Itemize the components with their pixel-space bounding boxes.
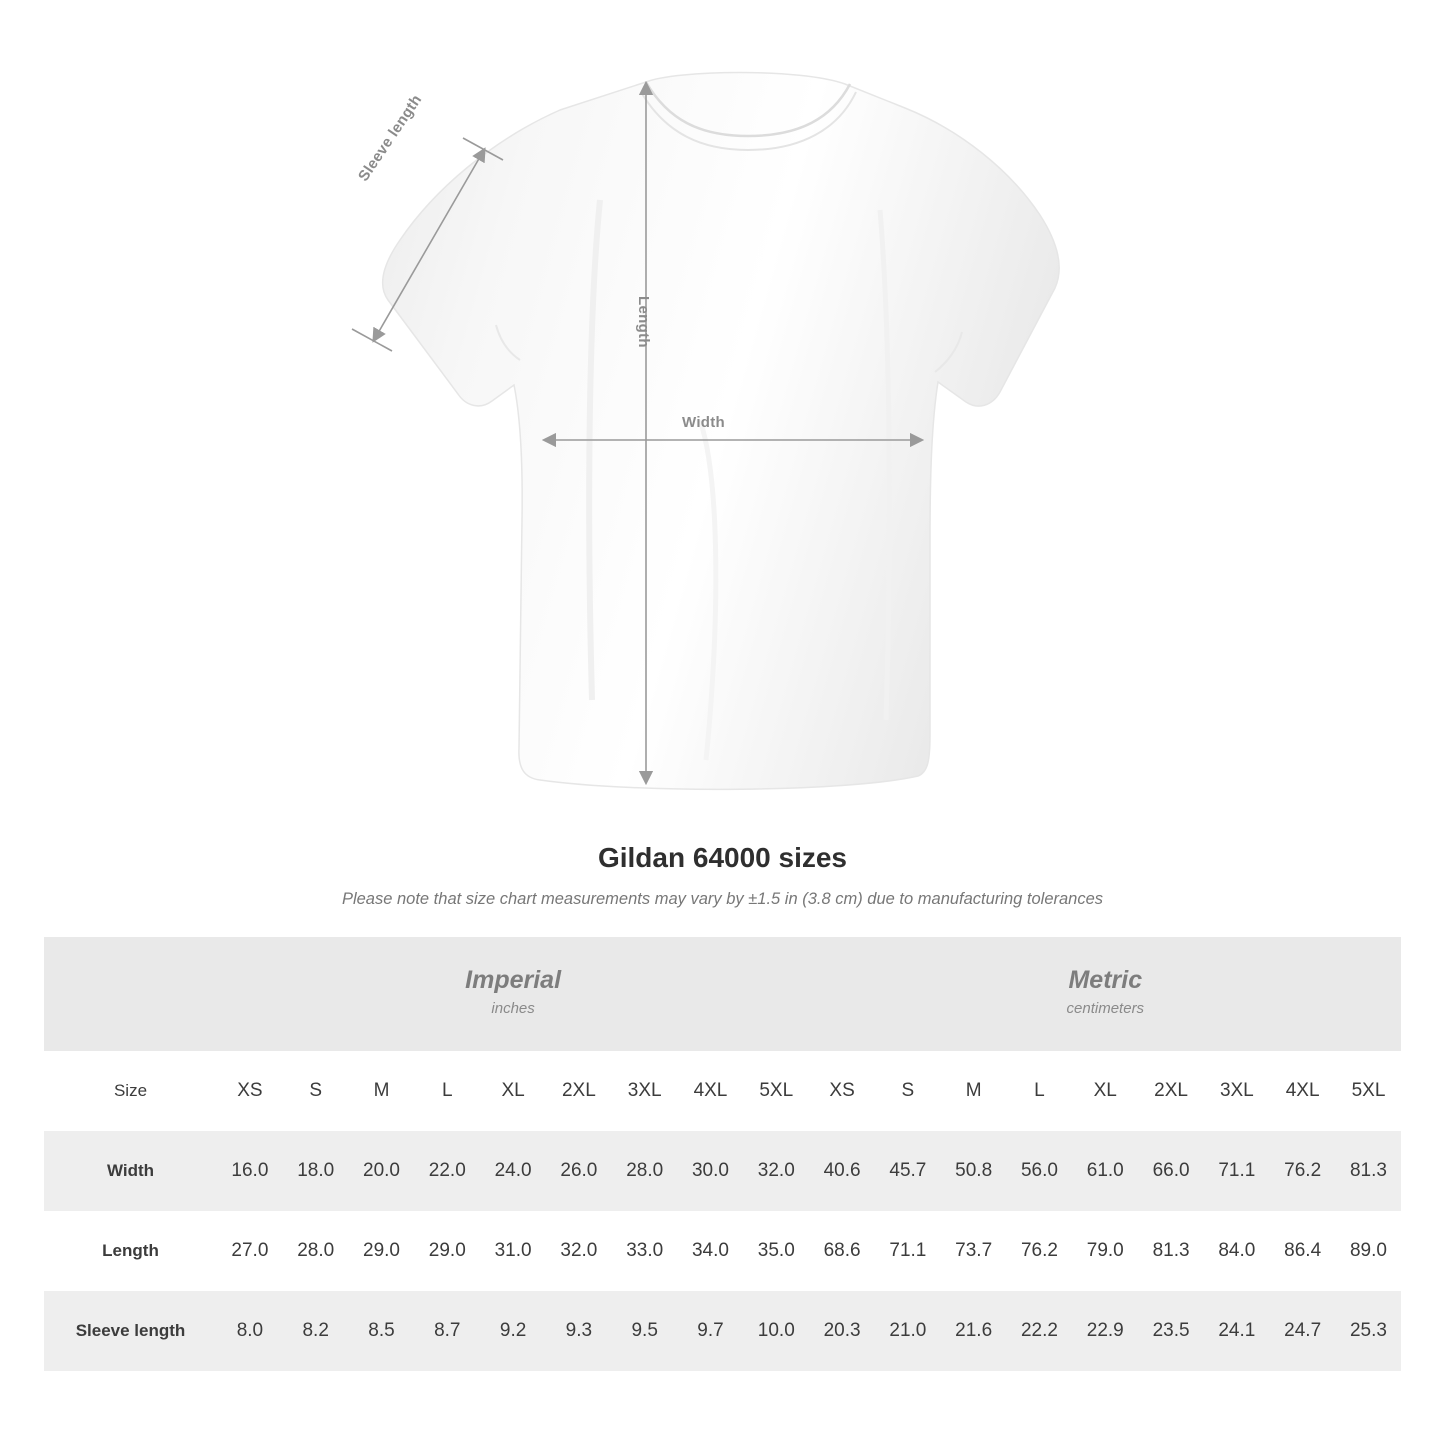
size-header-row — [44, 1051, 1401, 1131]
table-cell: 23.5 — [1138, 1291, 1204, 1371]
table-cell: 35.0 — [743, 1211, 809, 1291]
size-header-cell: 3XL — [1204, 1051, 1270, 1131]
table-cell: 20.3 — [809, 1291, 875, 1371]
table-cell: 24.1 — [1204, 1291, 1270, 1371]
table-cell: 16.0 — [217, 1131, 283, 1211]
table-cell: 20.0 — [349, 1131, 415, 1211]
table-cell: 8.0 — [217, 1291, 283, 1371]
tolerance-note: Please note that size chart measurements may vary by ±1.5 in (3.8 cm) due to manufacturing tolerances — [341, 890, 1104, 908]
table-cell: 32.0 — [546, 1211, 612, 1291]
row-label: Length — [44, 1211, 217, 1291]
table-cell: 71.1 — [1204, 1131, 1270, 1211]
imperial-name: Imperial — [465, 966, 562, 995]
table-cell: 22.9 — [1072, 1291, 1138, 1371]
size-header-cell: L — [1007, 1051, 1073, 1131]
unit-header-row — [44, 937, 1401, 1051]
metric-name: Metric — [1068, 966, 1143, 995]
table-cell: 31.0 — [480, 1211, 546, 1291]
table-cell: 9.7 — [678, 1291, 744, 1371]
table-cell: 34.0 — [678, 1211, 744, 1291]
table-cell: 18.0 — [283, 1131, 349, 1211]
table-cell: 21.6 — [941, 1291, 1007, 1371]
table-cell: 29.0 — [349, 1211, 415, 1291]
table-cell: 28.0 — [612, 1131, 678, 1211]
table-cell: 81.3 — [1336, 1131, 1402, 1211]
table-cell: 30.0 — [678, 1131, 744, 1211]
table-cell: 9.3 — [546, 1291, 612, 1371]
page-title: Gildan 64000 sizes — [597, 842, 848, 873]
size-header-cell: 5XL — [743, 1051, 809, 1131]
imperial-group-header — [217, 937, 809, 1051]
table-cell: 26.0 — [546, 1131, 612, 1211]
table-row — [44, 1211, 1401, 1291]
table-cell: 66.0 — [1138, 1131, 1204, 1211]
table-cell: 40.6 — [809, 1131, 875, 1211]
table-cell: 9.2 — [480, 1291, 546, 1371]
table-cell: 24.0 — [480, 1131, 546, 1211]
size-header-cell: S — [283, 1051, 349, 1131]
size-header-cell: XL — [1072, 1051, 1138, 1131]
table-cell: 22.2 — [1007, 1291, 1073, 1371]
table-cell: 61.0 — [1072, 1131, 1138, 1211]
table-cell: 86.4 — [1270, 1211, 1336, 1291]
size-header-cell: XL — [480, 1051, 546, 1131]
table-cell: 33.0 — [612, 1211, 678, 1291]
size-header-cell: XS — [217, 1051, 283, 1131]
size-header-cell: M — [941, 1051, 1007, 1131]
table-cell: 73.7 — [941, 1211, 1007, 1291]
table-cell: 84.0 — [1204, 1211, 1270, 1291]
size-header-cell: 4XL — [678, 1051, 744, 1131]
size-header-cell: S — [875, 1051, 941, 1131]
table-cell: 21.0 — [875, 1291, 941, 1371]
table-cell: 56.0 — [1007, 1131, 1073, 1211]
size-chart-table-wrap — [44, 937, 1401, 1371]
table-cell: 22.0 — [414, 1131, 480, 1211]
table-row — [44, 1131, 1401, 1211]
length-label: Length — [635, 296, 652, 348]
size-header-cell: 2XL — [546, 1051, 612, 1131]
table-cell: 50.8 — [941, 1131, 1007, 1211]
row-label: Sleeve length — [44, 1291, 217, 1371]
table-cell: 8.2 — [283, 1291, 349, 1371]
sleeve-length-label: Sleeve length — [355, 91, 426, 185]
table-cell: 8.7 — [414, 1291, 480, 1371]
unit-spacer — [44, 937, 217, 1051]
table-cell: 89.0 — [1336, 1211, 1402, 1291]
size-header-cell: 2XL — [1138, 1051, 1204, 1131]
table-cell: 79.0 — [1072, 1211, 1138, 1291]
size-header-cell: 4XL — [1270, 1051, 1336, 1131]
size-header-cell: 3XL — [612, 1051, 678, 1131]
table-cell: 76.2 — [1270, 1131, 1336, 1211]
table-cell: 71.1 — [875, 1211, 941, 1291]
size-header-label: Size — [44, 1051, 217, 1131]
table-cell: 32.0 — [743, 1131, 809, 1211]
size-header-cell: M — [349, 1051, 415, 1131]
table-cell: 29.0 — [414, 1211, 480, 1291]
table-cell: 27.0 — [217, 1211, 283, 1291]
size-header-cell: L — [414, 1051, 480, 1131]
width-label: Width — [682, 414, 726, 431]
imperial-unit: inches — [491, 999, 535, 1017]
table-cell: 28.0 — [283, 1211, 349, 1291]
table-cell: 68.6 — [809, 1211, 875, 1291]
table-cell: 8.5 — [349, 1291, 415, 1371]
table-cell: 76.2 — [1007, 1211, 1073, 1291]
table-cell: 45.7 — [875, 1131, 941, 1211]
table-cell: 25.3 — [1336, 1291, 1402, 1371]
size-header-cell: XS — [809, 1051, 875, 1131]
table-cell: 81.3 — [1138, 1211, 1204, 1291]
metric-group-header — [809, 937, 1401, 1051]
metric-unit: centimeters — [1066, 999, 1145, 1017]
size-chart-table — [44, 937, 1401, 1371]
table-cell: 10.0 — [743, 1291, 809, 1371]
size-header-cell: 5XL — [1336, 1051, 1402, 1131]
table-row — [44, 1291, 1401, 1371]
row-label: Width — [44, 1131, 217, 1211]
table-cell: 24.7 — [1270, 1291, 1336, 1371]
table-cell: 9.5 — [612, 1291, 678, 1371]
